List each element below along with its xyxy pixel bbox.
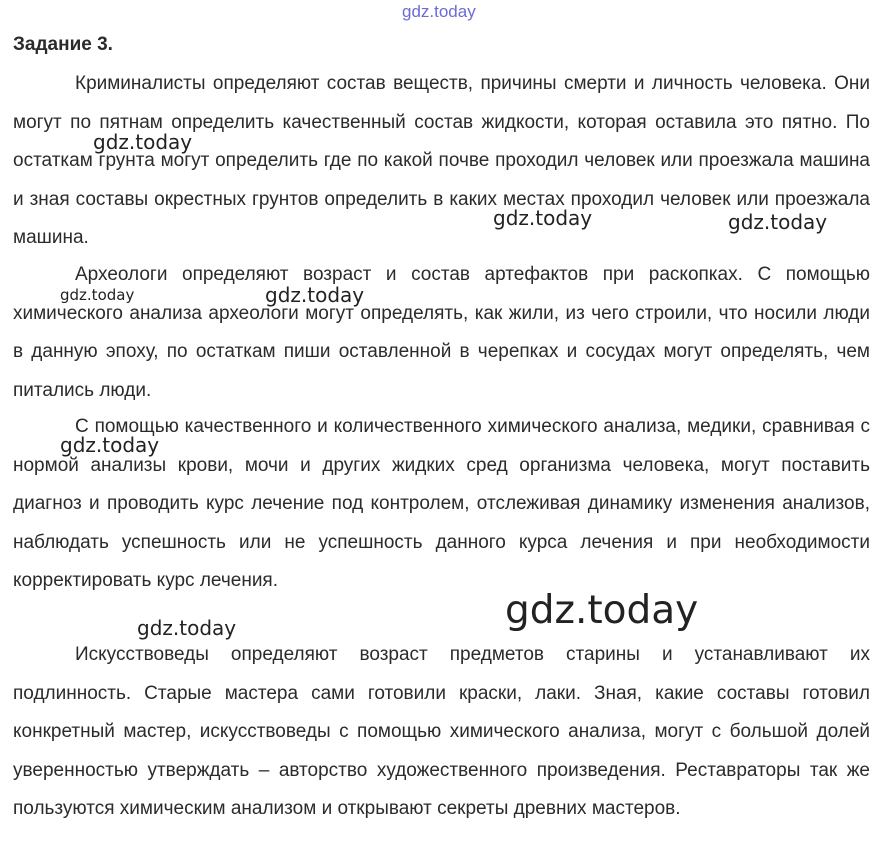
watermark-logo: gdz.today [93, 130, 193, 154]
watermark-logo: gdz.today [505, 588, 699, 633]
header-watermark: gdz.today [402, 2, 476, 21]
paragraph-art-historians: Искусствоведы определяют возраст предметов старины и устанавливают их подлинность. Старые мастера сами готовили краски, лаки. Зная, какие составы готовил конкретный мастер, искусствоведы с помощью химического анализа, могут с большой долей уверенностью утверждать – авторство художественного произведения. Реставраторы так же пользуются химическим анализом и открывают секреты древних мастеров. [13, 644, 870, 819]
paragraph-criminalists: Криминалисты определяют состав веществ, причины смерти и личность человека. Они могут по пятнам определить качественный состав жидкости, которая оставила это пятно. По остаткам грунта могут определить где по какой почве проходил человек или проезжала машина и зная составы окрестных грунтов определить в каких местах проходил человек или проезжала машина. [13, 73, 870, 248]
paragraph-archaeologists: Археологи определяют возраст и состав артефактов при раскопках. С помощью химического анализа археологи могут определять, как жили, из чего строили, что носили люди в данную эпоху, по остаткам пиши оставленной в черепках и сосудах могут определять, чем питались люди. [13, 264, 870, 401]
watermark-logo: gdz.today [728, 210, 828, 234]
watermark-logo: gdz.today [137, 616, 237, 640]
watermark-logo: gdz.today [60, 286, 135, 304]
paragraph-medics: С помощью качественного и количественного химического анализа, медики, сравнивая с нормой анализы крови, мочи и других жидких сред организма человека, могут поставить диагноз и проводить курс лечение под контролем, отслеживая динамику изменения анализов, наблюдать успешность или не успешность данного курса лечения и при необходимости корректировать курс лечения. [13, 416, 870, 591]
watermark-logo: gdz.today [493, 206, 593, 230]
watermark-logo: gdz.today [265, 283, 365, 307]
watermark-logo: gdz.today [60, 433, 160, 457]
task-title: Задание 3. [13, 34, 113, 55]
